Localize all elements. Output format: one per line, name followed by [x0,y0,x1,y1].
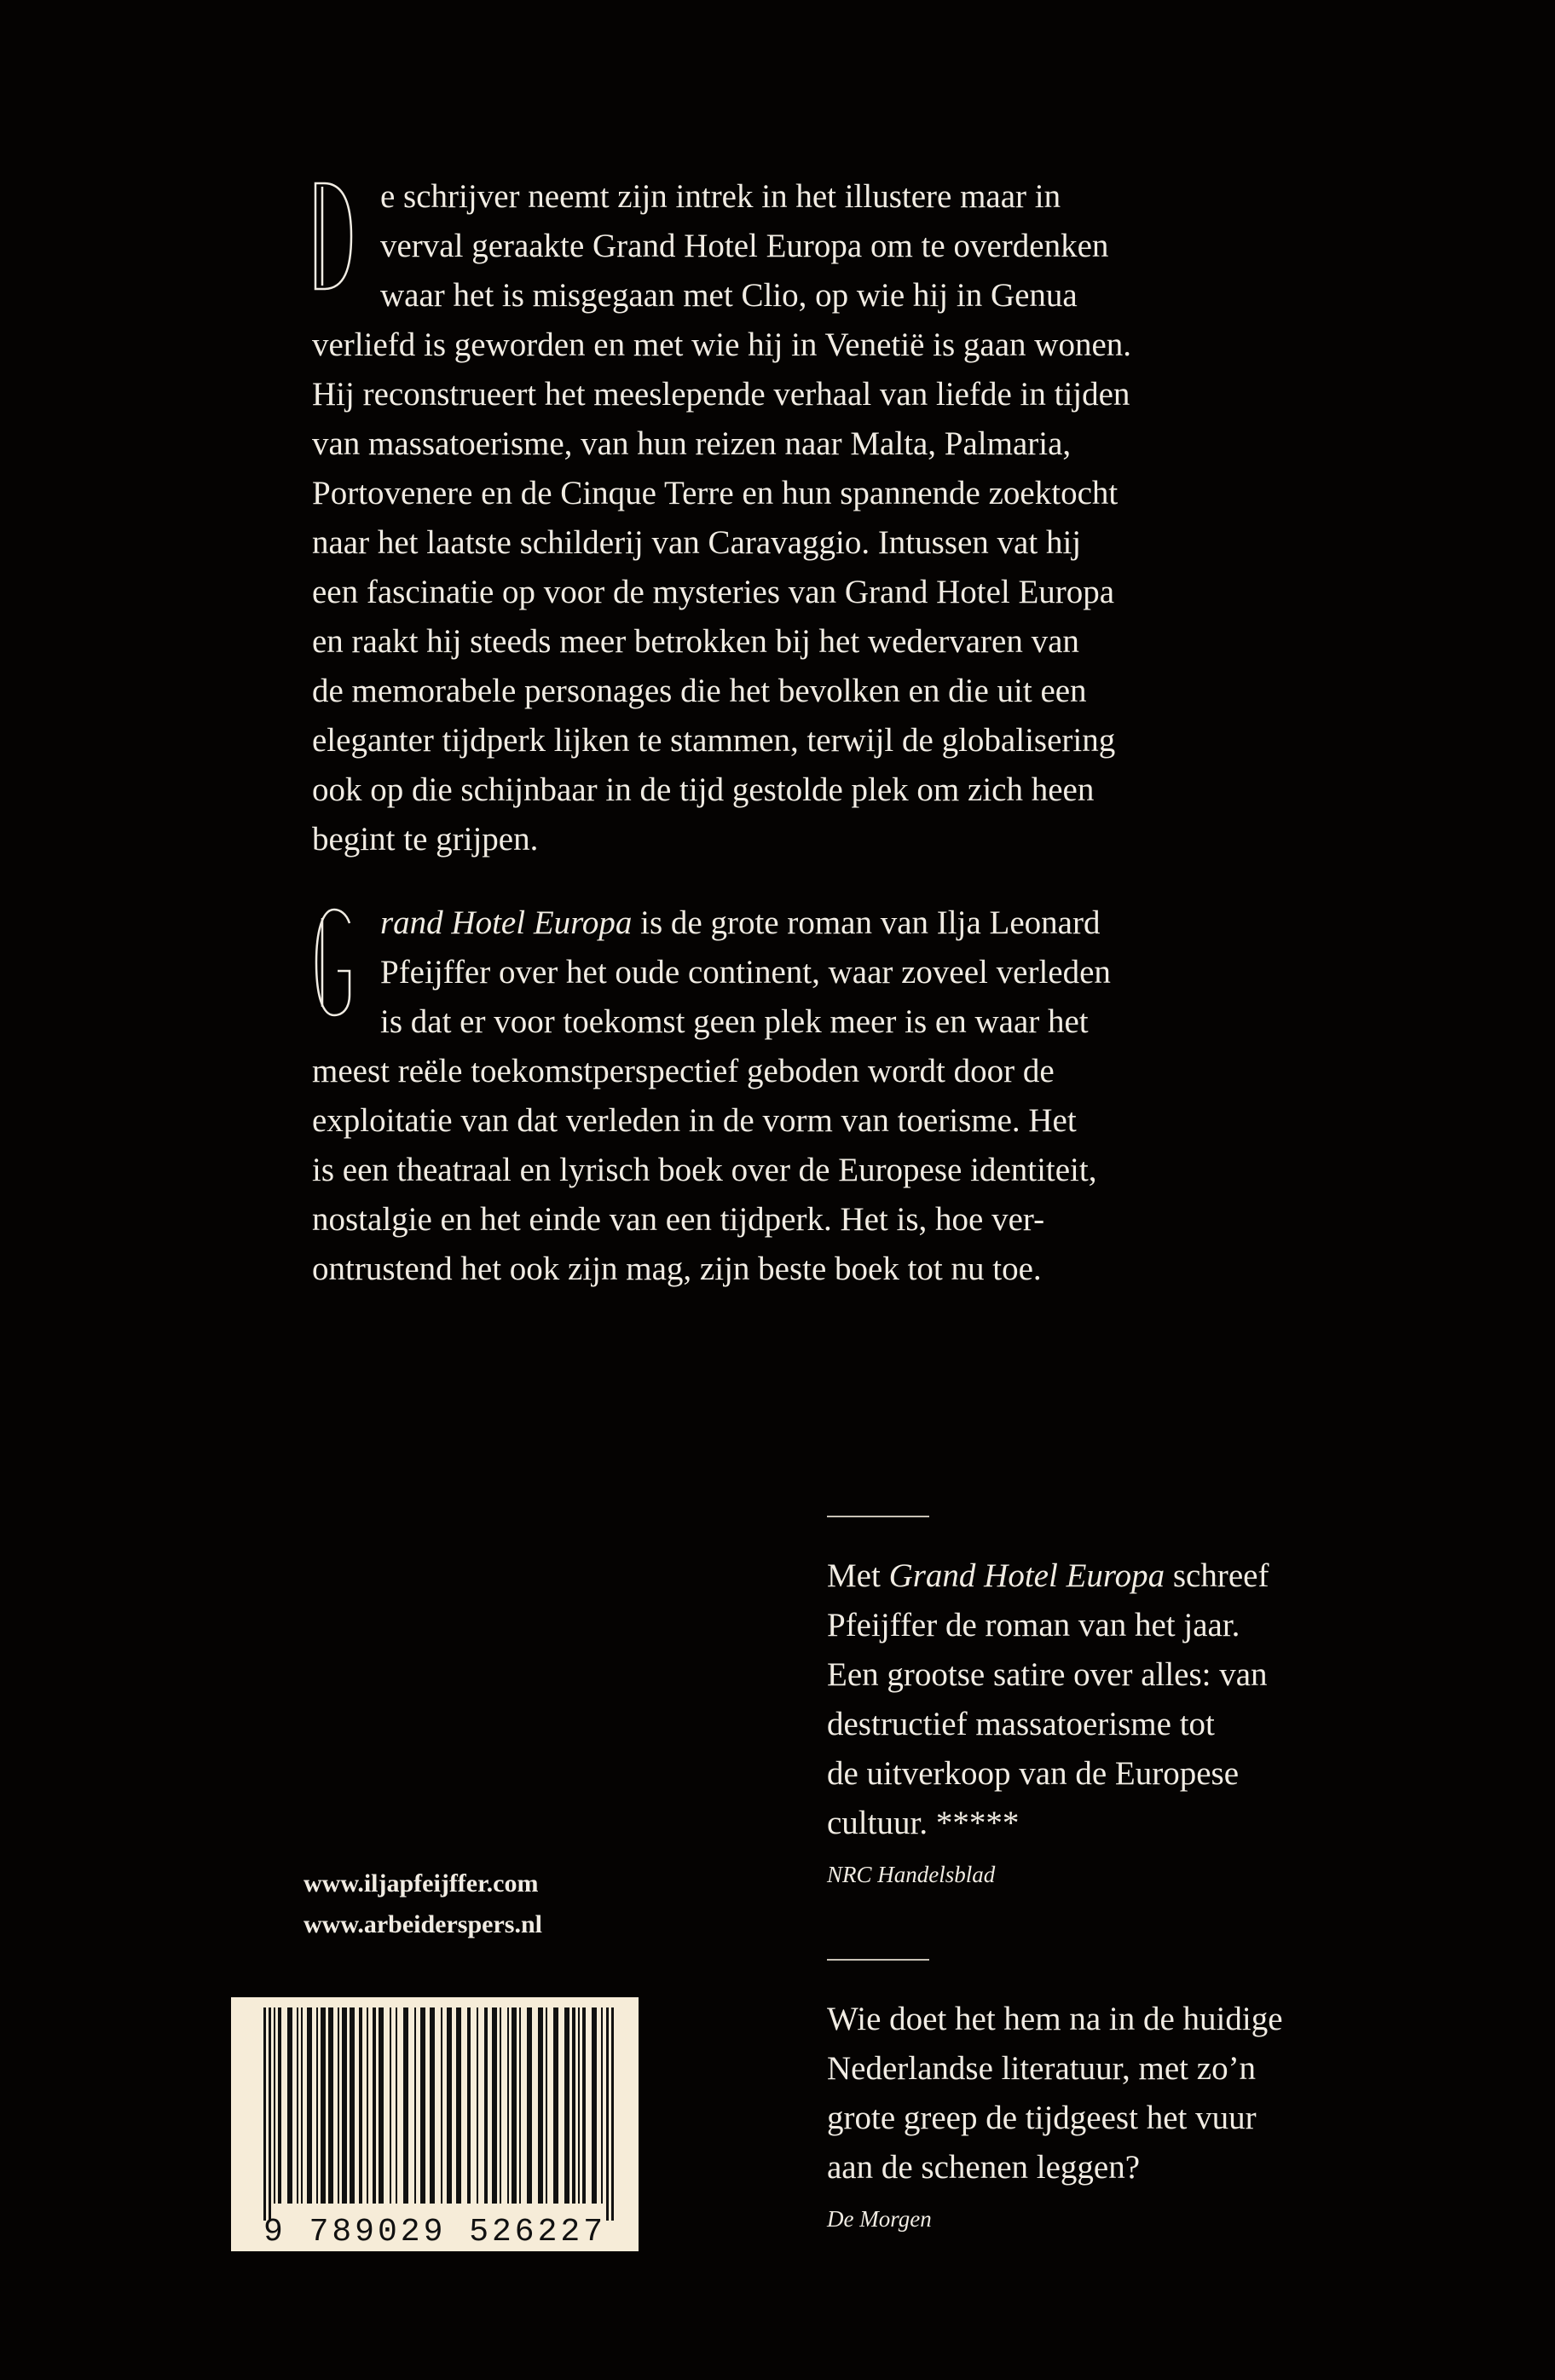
quote-divider [827,1516,929,1517]
blurb2-line: ontrustend het ook zijn mag, zijn beste boek tot nu toe. [312,1251,1042,1287]
barcode-bar [420,2007,425,2204]
quote1-line: destructief massatoerisme tot [827,1706,1215,1742]
barcode-bar [519,2007,521,2204]
barcode-bar [359,2007,362,2204]
barcode-bars [263,2007,614,2221]
blurb-paragraph-1 [312,172,1284,864]
barcode-bar [546,2007,547,2204]
dropcap-d [312,180,355,292]
blurb1-line: e schrijver neemt zijn intrek in het illustere maar in [380,178,1061,215]
barcode-bar [527,2007,532,2204]
review-quote-nrc [827,1551,1424,1889]
barcode-graphic [231,1997,639,2251]
barcode-bar [484,2007,488,2204]
blurb1-line: en raakt hij steeds meer betrokken bij het wedervaren van [312,623,1079,660]
isbn-barcode [231,1997,639,2251]
barcode-bar [350,2007,355,2204]
blurb1-line: van massatoerisme, van hun reizen naar Malta, Palmaria, [312,425,1072,462]
quote2-line: grote greep de tijdgeest het vuur [827,2100,1257,2136]
dropcap-d-glyph [312,180,355,292]
barcode-bar [396,2007,397,2204]
barcode-bar [367,2007,368,2204]
barcode-guard-bar [611,2007,614,2221]
barcode-bar [500,2007,501,2204]
blurb2-line: is een theatraal en lyrisch boek over de Europese identiteit, [312,1152,1097,1188]
quote1-line: cultuur. ***** [827,1805,1020,1841]
blurb2-line: meest reële toekomstperspectief geboden wordt door de [312,1053,1055,1089]
barcode-bar [538,2007,543,2204]
barcode-bar [338,2007,339,2204]
barcode-bar [447,2007,452,2204]
barcode-bar [456,2007,461,2204]
author-url: www.iljapfeijffer.com [303,1869,539,1898]
barcode-bar [414,2007,416,2204]
blurb-paragraph-2 [312,898,1284,1294]
barcode-bar [316,2007,318,2204]
quote1-first-post: schreef [1165,1557,1269,1594]
quote2-line: Wie doet het hem na in de huidige [827,2001,1283,2037]
blurb2-line: Pfeijffer over het oude continent, waar zoveel verleden [380,954,1111,991]
barcode-bar [441,2007,442,2204]
blurb1-line: eleganter tijdperk lijken te stammen, terwijl de globalisering [312,722,1116,759]
quote2-line: Nederlandse literatuur, met zo’n [827,2050,1257,2087]
barcode-bar [373,2007,376,2204]
quote1-first-line [827,1551,1424,1601]
barcode-bar [572,2007,575,2204]
barcode-bar [492,2007,497,2204]
barcode-bar [278,2007,281,2204]
quote1-line: Een grootse satire over alles: van [827,1656,1268,1693]
barcode-bar [274,2007,275,2204]
blurb1-line: verliefd is geworden en met wie hij in Venetië is gaan wonen. [312,326,1132,363]
publisher-url: www.arbeiderspers.nl [303,1910,542,1938]
blurb1-line: Portovenere en de Cinque Terre en hun spannende zoektocht [312,475,1119,511]
barcode-bar [592,2007,597,2204]
blurb1-line: ook op die schijnbaar in de tijd gestolde plek om zich heen [312,771,1095,808]
barcode-digits: 9 789029 526227 [263,2214,607,2250]
blurb1-line: naar het laatste schilderij van Caravaggio. Intussen vat hij [312,524,1082,561]
blurb1-line: een fascinatie op voor de mysteries van Grand Hotel Europa [312,574,1115,610]
quote1-first-pre: Met [827,1557,889,1594]
blurb1-line: verval geraakte Grand Hotel Europa om te overdenken [380,228,1109,264]
barcode-bar [564,2007,569,2204]
barcode-bar [287,2007,292,2204]
barcode-bar [507,2007,509,2204]
blurb1-line: Hij reconstrueert het meeslepende verhaal van liefde in tijden [312,376,1130,413]
barcode-bar [297,2007,298,2204]
barcode-bar [342,2007,347,2204]
barcode-bar [403,2007,408,2204]
website-urls [303,1863,542,1945]
barcode-bar [601,2007,603,2204]
quote1-line: de uitverkoop van de Europese [827,1755,1240,1792]
barcode-bar [379,2007,384,2204]
barcode-bar [512,2007,517,2204]
quote2-line: aan de schenen leggen? [827,2149,1141,2186]
barcode-guard-bar [606,2007,609,2221]
blurb1-line: waar het is misgegaan met Clio, op wie hij in Genua [380,277,1078,314]
barcode-guard-bar [263,2007,266,2221]
quote1-source: NRC Handelsblad [827,1862,996,1887]
barcode-guard-bar [269,2007,271,2221]
barcode-bar [390,2007,391,2204]
dropcap-g-glyph [312,906,355,1019]
barcode-bar [467,2007,471,2204]
barcode-bar [321,2007,326,2204]
quote1-book-title: Grand Hotel Europa [888,1557,1165,1594]
book-title: rand Hotel Europa [380,904,633,941]
quote1-line: Pfeijffer de roman van het jaar. [827,1607,1240,1643]
barcode-bar [328,2007,333,2204]
blurb2-line: is dat er voor toekomst geen plek meer is en waar het [380,1003,1089,1040]
barcode-bar [477,2007,478,2204]
barcode-bar [430,2007,435,2204]
review-quote-morgen [827,1995,1424,2233]
quote2-source: De Morgen [827,2206,932,2232]
quote-divider [827,1959,929,1961]
dropcap-g [312,906,355,1019]
barcode-bar [301,2007,303,2204]
blurb2-first-line [312,898,1284,948]
blurb1-line: de memorabele personages die het bevolken en die uit een [312,673,1087,709]
barcode-bar [553,2007,558,2204]
blurb2-first-rest: is de grote roman van Ilja Leonard [632,904,1101,941]
barcode-bar [582,2007,586,2204]
blurb2-line: exploitatie van dat verleden in de vorm van toerisme. Het [312,1102,1077,1139]
barcode-bar [578,2007,580,2204]
blurb2-line: nostalgie en het einde van een tijdperk. Het is, hoe ver- [312,1201,1045,1238]
barcode-bar [307,2007,312,2204]
blurb1-line: begint te grijpen. [312,821,539,858]
